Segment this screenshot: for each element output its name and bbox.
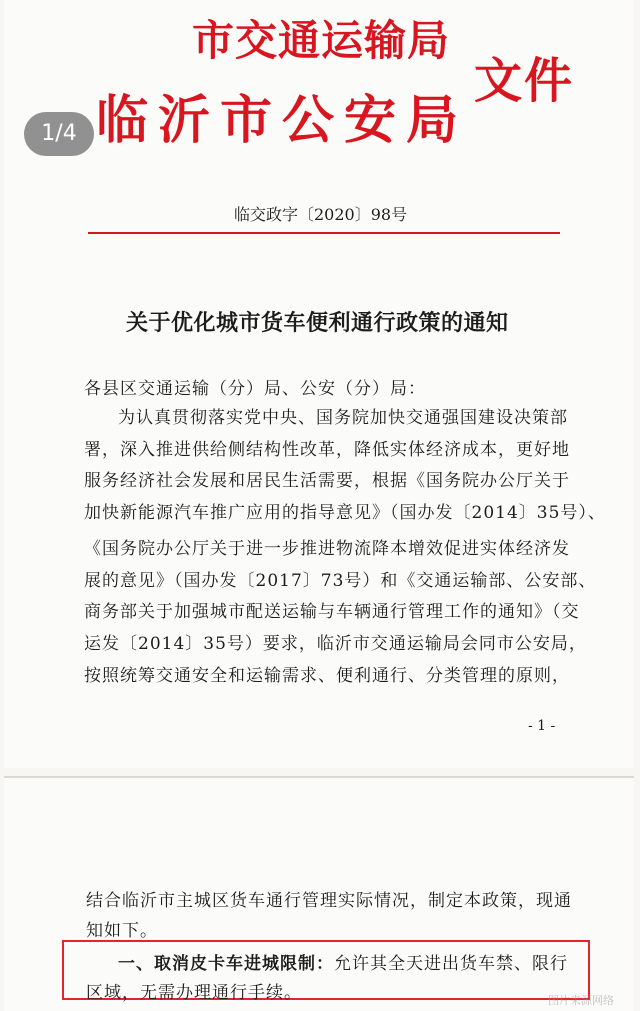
page-counter-badge[interactable]: 1/4	[24, 112, 94, 156]
section-one-continued: 区域，无需办理通行手续。	[86, 983, 302, 1003]
section-one	[118, 949, 568, 974]
body-line: 《国务院办公厅关于进一步推进物流降本增效促进实体经济发	[84, 539, 570, 559]
document-number: 临交政字〔2020〕98号	[234, 205, 408, 224]
body-line: 运发〔2014〕35号）要求，临沂市交通运输局会同市公安局，	[84, 634, 587, 654]
body-line: 加快新能源汽车推广应用的指导意见》（国办发〔2014〕35号）、	[84, 503, 606, 523]
body-line: 知如下。	[86, 921, 158, 941]
body-line: 商务部关于加强城市配送运输与车辆通行管理工作的通知》（交	[84, 602, 580, 622]
addressee: 各县区交通运输（分）局、公安（分）局：	[84, 379, 426, 399]
body-line: 结合临沂市主城区货车通行管理实际情况，制定本政策，现通	[86, 891, 572, 911]
document-page-1	[4, 0, 634, 768]
body-line: 署，深入推进供给侧结构性改革，降低实体经济成本，更好地	[84, 440, 570, 460]
issuing-org-transport: 市交通运输局	[192, 16, 451, 65]
red-divider	[88, 232, 560, 234]
section-heading: 一、取消皮卡车进城限制：	[118, 954, 334, 974]
page-number: - 1 -	[528, 718, 556, 734]
section-text: 允许其全天进出货车禁、限行	[334, 954, 568, 974]
watermark: 图片来源网络	[548, 994, 614, 1007]
document-label: 文件	[474, 53, 575, 109]
body-line: 按照统筹交通安全和运输需求、便利通行、分类管理的原则，	[84, 666, 570, 686]
body-line: 展的意见》（国办发〔2017〕73号）和《交通运输部、公安部、	[84, 571, 597, 591]
issuing-org-police: 临沂市公安局	[96, 90, 469, 151]
notice-title: 关于优化城市货车便利通行政策的通知	[126, 310, 509, 336]
body-line: 服务经济社会发展和居民生活需要，根据《国务院办公厅关于	[84, 471, 570, 491]
body-line: 为认真贯彻落实党中央、国务院加快交通强国建设决策部	[118, 408, 568, 428]
